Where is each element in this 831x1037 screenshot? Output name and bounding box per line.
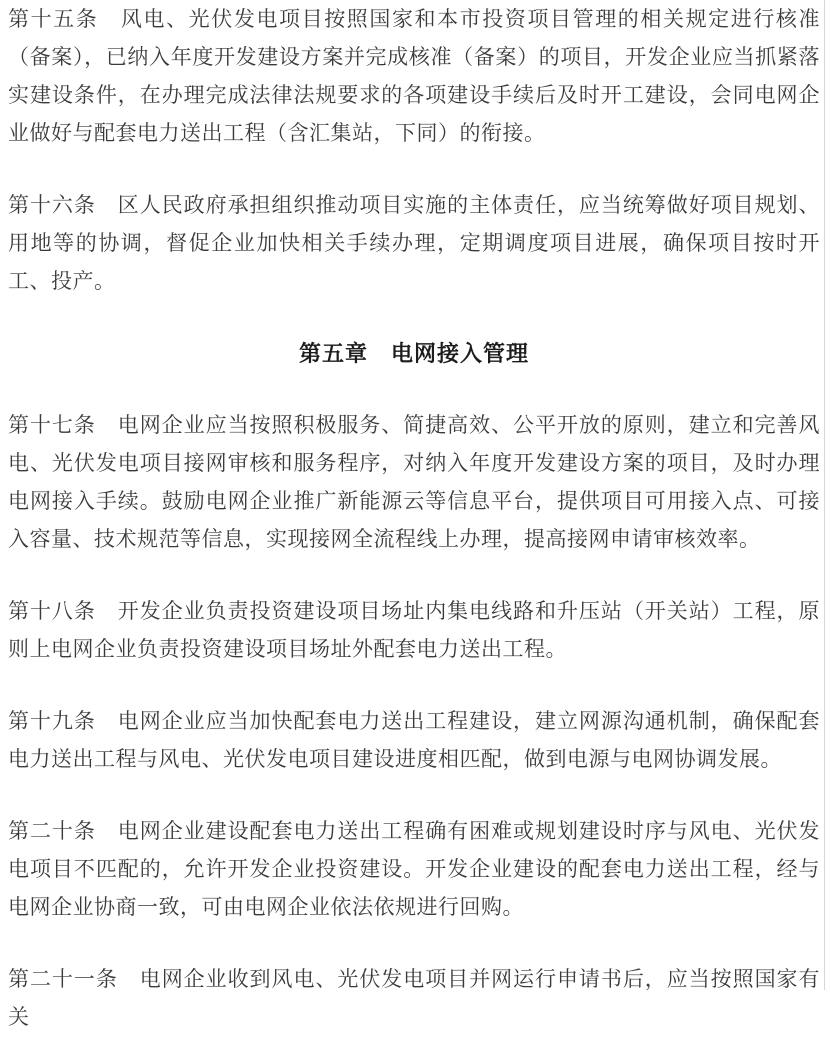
article-21-paragraph: 第二十一条 电网企业收到风电、光伏发电项目并网运行申请书后，应当按照国家有关 [8,968,820,1029]
article-17-paragraph: 第十七条 电网企业应当按照积极服务、简捷高效、公平开放的原则，建立和完善风电、光伏发电项目接网审核和服务程序，对纳入年度开发建设方案的项目，及时办理电网接入手续。鼓励电网企业推广新能源云等信息平台，提供项目可用接入点、可接入容量、技术规范等信息，实现接网全流程线上办理，提高接网申请审核效率。 [8,414,820,551]
chapter-5-heading: 第五章 电网接入管理 [298,341,529,366]
article-19-paragraph: 第十九条 电网企业应当加快配套电力送出工程建设，建立网源沟通机制，确保配套电力送出工程与风电、光伏发电项目建设进度相匹配，做到电源与电网协调发展。 [8,710,820,771]
article-20-paragraph: 第二十条 电网企业建设配套电力送出工程确有困难或规划建设时序与风电、光伏发电项目不匹配的，允许开发企业投资建设。开发企业建设的配套电力送出工程，经与电网企业协商一致，可由电网企业依法依规进行回购。 [8,820,820,919]
article-16-paragraph: 第十六条 区人民政府承担组织推动项目实施的主体责任，应当统筹做好项目规划、用地等的协调，督促企业加快相关手续办理，定期调度项目进展，确保项目按时开工、投产。 [8,194,820,293]
article-18-paragraph: 第十八条 开发企业负责投资建设项目场址内集电线路和升压站（开关站）工程，原则上电网企业负责投资建设项目场址外配套电力送出工程。 [8,600,820,661]
article-15-paragraph: 第十五条 风电、光伏发电项目按照国家和本市投资项目管理的相关规定进行核准（备案），已纳入年度开发建设方案并完成核准（备案）的项目，开发企业应当抓紧落实建设条件，在办理完成法律法规要求的各项建设手续后及时开工建设，会同电网企业做好与配套电力送出工程（含汇集站，下同）的衔接。 [8,8,820,145]
